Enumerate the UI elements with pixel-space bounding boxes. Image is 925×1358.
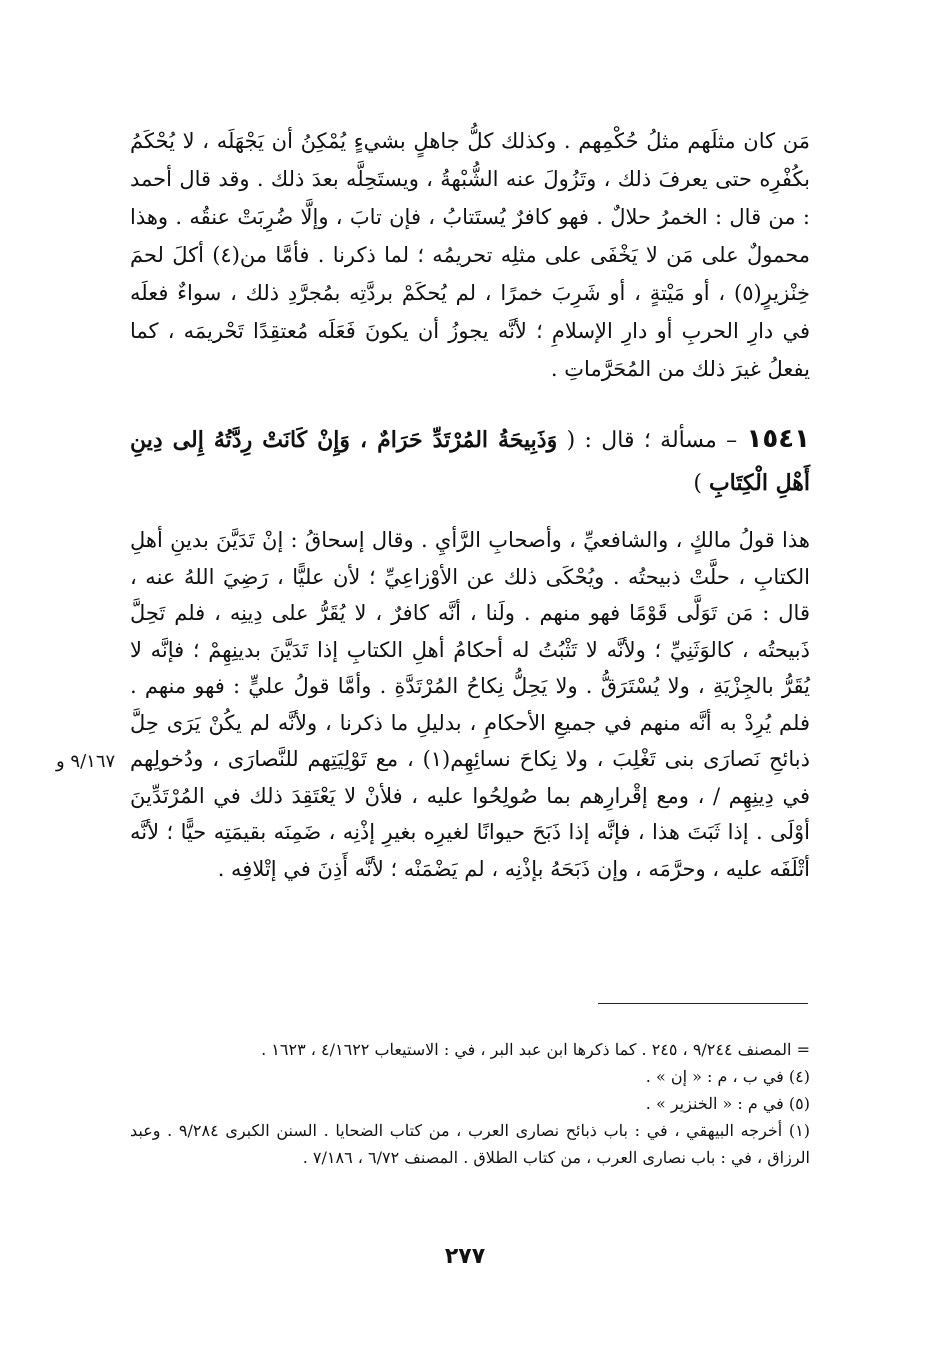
paragraph-body-2: هذا قولُ مالكٍ ، والشافعيِّ ، وأصحابِ الرَّأيِ . وقال إسحاقُ : إنْ تَدَيَّنَ بدينِ أهلِ الكتابِ ، حلَّتْ ذبيحتُه . ويُحْكَى ذلك عن الأوْزاعِيِّ ؛ لأن عليًّا ، رَضِيَ اللهُ عنه ، قال : مَن تَوَلَّى قَوْمًا فهو منهم . ولَنا ، أنَّه كافرٌ ، لا يُقَرُّ على دِينِه ، فلم تَحِلَّ ذَبيحتُه ، كالوَثَنِيِّ ؛ ولأنَّه لا تَثْبُتُ له أحكامُ أهلِ الكتابِ إذا تَدَيَّنَ بدينِهِمْ ؛ فإنَّه لا يُقَرُّ بالجِزْيَةِ ، ولا يُسْتَرَقُّ . ولا يَحِلُّ نِكاحُ المُرْتَدَّةِ . وأمَّا قولُ عليٍّ : فهو منهم . فلم يُرِدْ به أنَّه منهم في جميعِ الأحكامِ ، بدليلِ ما ذكرنا ، ولأنَّه لم يكُنْ يَرَى حِلَّ ذبائحِ نَصارَى بنى تَغْلِبَ ، ولا نِكاحَ نسائِهِم(١) ، مع تَوْلِيَتِهم للنَّصارَى ، ودُخولِهم في دِينِهِم / ، ومع إقْرارِهم بما صُولِحُوا عليه ، فلأنْ لا يَعْتَقِدَ ذلك في المُرْتَدِّينَ أوْلَى . إذا ثَبَتَ هذا ، فإنَّه إذا ذَبَحَ حيوانًا لغيرِه بغيرِ إذْنِه ، ضَمِنَه بقيمَتِه حيًّا ؛ لأنَّه أتْلَفَه عليه ، وحرَّمَه ، وإن ذَبَحَهُ بإذْنِه ، لم يَضْمَنْه ؛ لأنَّه أَذِنَ في إتْلافِه . <box>130 528 810 881</box>
issue-text: وَذَبِيحَةُ المُرْتَدِّ حَرَامٌ ، وَإِنْ كَانَتْ رِدَّتُهُ إِلى دِينِ أَهْلِ الْكِتَابِ <box>130 427 810 496</box>
footnote-5: (٥) في م : « الخنزير » . <box>645 1094 810 1113</box>
footnote-divider <box>598 1003 808 1004</box>
paragraph-body-1: مَن كان مثلَهم مثلُ حُكْمِهم . وكذلك كلُّ جاهلٍ بشيءٍ يُمْكِنُ أن يَجْهَلَه ، لا يُحْكَمُ بكُفْرِه حتى يعرفَ ذلك ، وتَزُولَ عنه الشُّبْهةُ ، ويستَحِلَّه بعدَ ذلك . وقد قال أحمد : من قال : الخمرُ حلالٌ . فهو كافرٌ يُستَتابُ ، فإن تابَ ، وإلَّا ضُرِبَتْ عنقُه . وهذا محمولٌ على مَن لا يَخْفَى على مثلِه تحريمُه ؛ لما ذكرنا . فأمَّا من(٤) أكلَ لحمَ خِنْزيرٍ(٥) ، أو مَيْتةٍ ، أو شَرِبَ خمرًا ، لم يُحكَمْ بردَّتِه بمُجرَّدِ ذلك ، سواءٌ فعلَه في دارِ الحربِ أو دارِ الإسلامِ ؛ لأنَّه يجوزُ أن يكونَ فَعَلَه مُعتقِدًا تَحْريمَه ، كما يفعلُ غيرَ ذلك من المُحَرَّماتِ . <box>130 129 810 381</box>
page-number: ٢٧٧ <box>444 1244 486 1269</box>
footnote-4: (٤) في ب ، م : « إن » . <box>645 1067 810 1086</box>
issue-label: – مسألة ؛ قال : ( <box>566 428 738 453</box>
manuscript-folio-note: ٩/١٦٧ و <box>56 751 116 772</box>
footnote-continuation: = المصنف ٩/٢٤٤ ، ٢٤٥ . كما ذكرها ابن عبد البر ، في : الاستيعاب ٤/١٦٢٢ ، ١٦٢٣ . <box>261 1040 810 1059</box>
issue-number: ١٥٤١ <box>746 424 810 454</box>
issue-close: ) <box>693 471 702 496</box>
footnote-1: (١) أخرجه البيهقي ، في : باب ذبائح نصارى العرب ، من كتاب الضحايا . السنن الكبرى ٩/٢٨٤ . وعبد الرزاق ، في : باب نصارى العرب ، من كتاب الطلاق . المصنف ٦/٧٢ ، ٧/١٨٦ . <box>130 1121 810 1167</box>
issue-heading <box>130 418 810 505</box>
footnotes <box>130 1036 810 1171</box>
